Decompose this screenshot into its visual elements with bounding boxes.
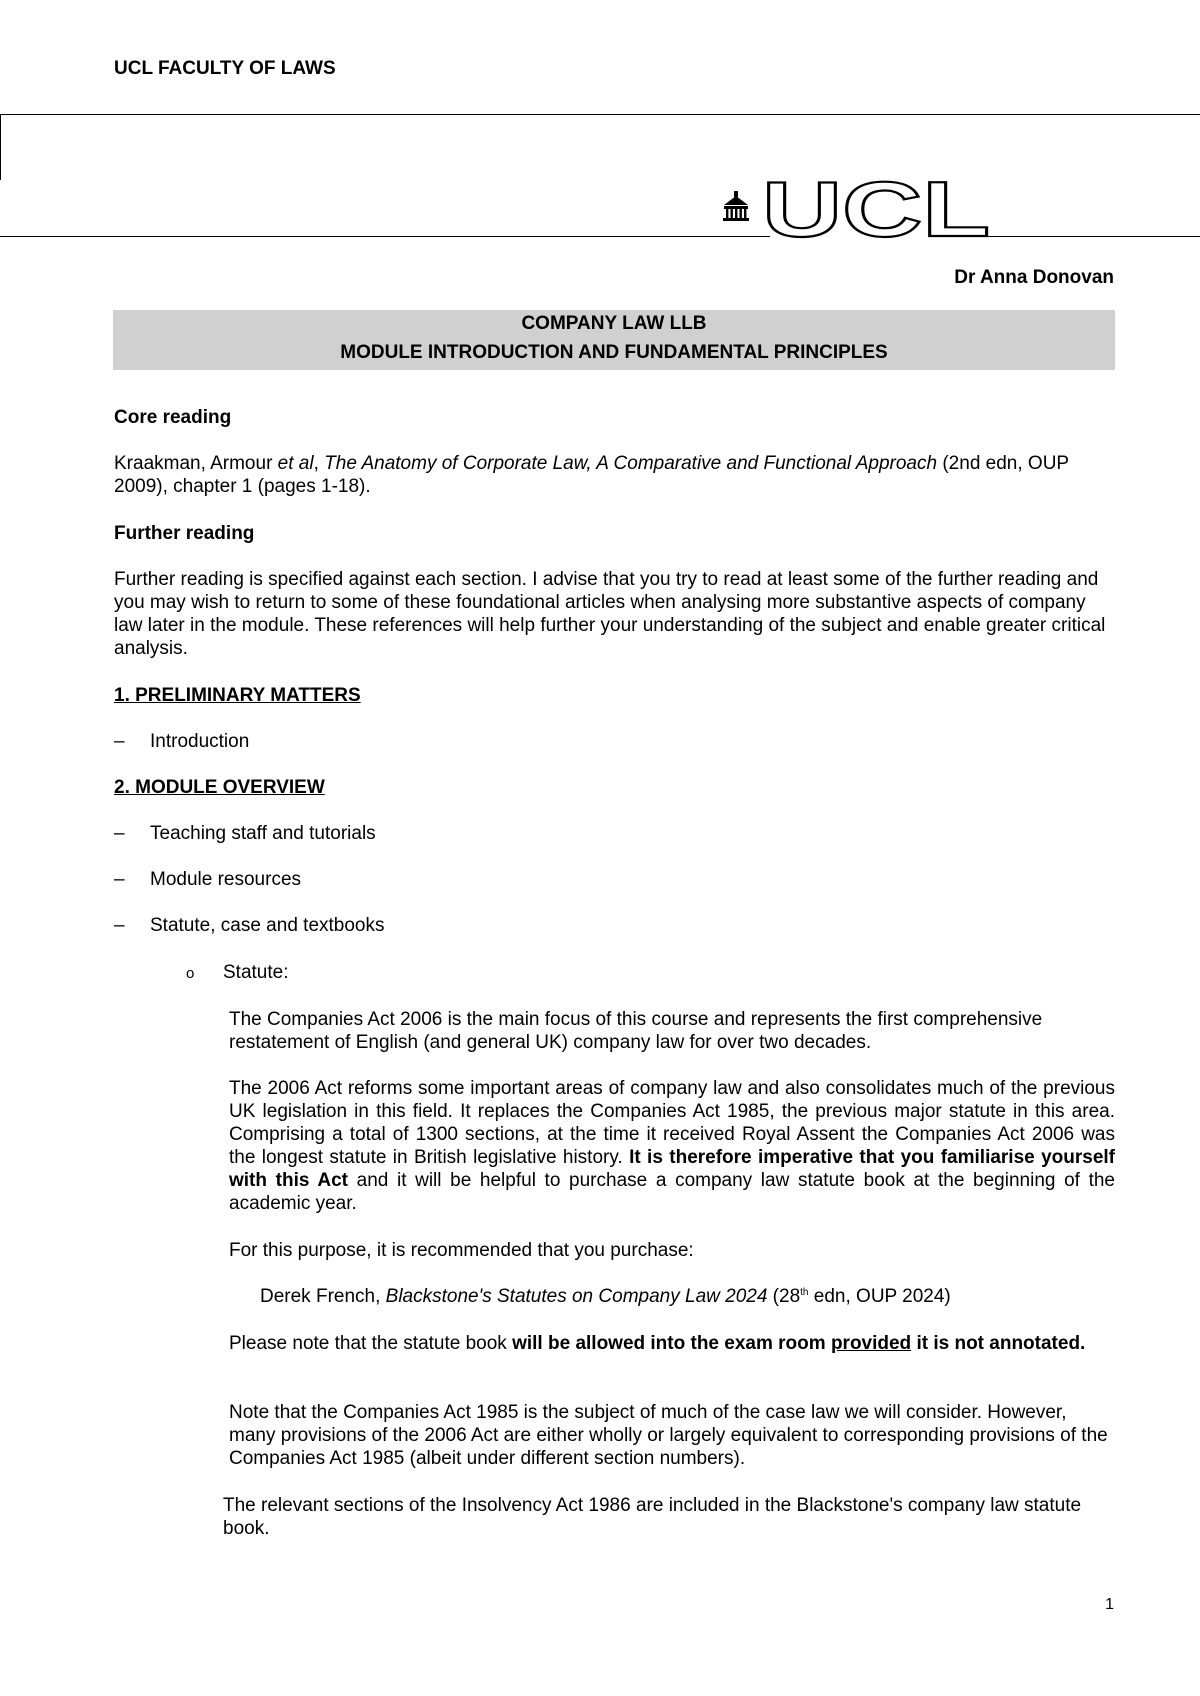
statute-paragraph-1: The Companies Act 2006 is the main focus of this course and represents the first comprehensive restatement of English (and general UK) company law for over two decades.: [229, 1009, 1043, 1053]
header-rule-bottom-left: [0, 236, 770, 237]
exam-note: Please note that the statute book will be allowed into the exam room provided it is not annotated.: [229, 1333, 1086, 1354]
section-1-heading: 1. PRELIMINARY MATTERS: [114, 685, 361, 706]
course-title: COMPANY LAW LLB: [521, 313, 707, 334]
title-box: [113, 310, 1115, 370]
header-rule-bottom-right: [988, 236, 1200, 237]
header-rule-top: [0, 114, 1200, 115]
list-item: – Module resources: [114, 869, 302, 890]
module-title: MODULE INTRODUCTION AND FUNDAMENTAL PRINCIPLES: [340, 342, 888, 363]
section-2-heading: 2. MODULE OVERVIEW: [114, 777, 325, 798]
list-item: – Statute, case and textbooks: [114, 915, 385, 936]
list-item: – Introduction: [114, 731, 250, 752]
companies-act-1985-note: Note that the Companies Act 1985 is the subject of much of the case law we will consider. However, many provisions of the 2006 Act are either wholly or largely equivalent to corresponding provisions of the Companies Act 1985 (albeit under different section numbers).: [229, 1402, 1108, 1469]
ucl-logo: [720, 178, 1000, 240]
bullet-marker: o: [186, 965, 195, 982]
statute-label: Statute:: [223, 962, 289, 983]
faculty-name: UCL FACULTY OF LAWS: [114, 58, 336, 79]
portico-icon: [723, 191, 749, 221]
core-reading-text: Kraakman, Armour et al, The Anatomy of Corporate Law, A Comparative and Functional Approach (2nd edn, OUP 2009), chapter 1 (pages 1-18).: [114, 453, 1069, 497]
statute-paragraph-2: The 2006 Act reforms some important areas of company law and also consolidates much of the previous UK legislation in this field. It replaces the Companies Act 1985, the previous major statute in this area. Comprising a total of 1300 sections, at the time it received Royal Assent the Companies Act 2006 was the longest statute in British legislative history. It is therefore imperative that you familiarise yourself with this Act and it will be helpful to purchase a company law statute book at the beginning of the academic year.: [229, 1078, 1115, 1214]
insolvency-act-note: The relevant sections of the Insolvency Act 1986 are included in the Blackstone's company law statute book.: [223, 1495, 1082, 1539]
svg-text:UCL: UCL: [762, 178, 990, 240]
list-item: – Teaching staff and tutorials: [114, 823, 376, 844]
header-rule-left: [0, 114, 1, 180]
page-number: 1: [1105, 1596, 1114, 1613]
statute-paragraph-3: For this purpose, it is recommended that you purchase:: [229, 1240, 694, 1261]
further-reading-heading: Further reading: [114, 523, 255, 544]
statute-book-reference: Derek French, Blackstone's Statutes on Company Law 2024 (28th edn, OUP 2024): [260, 1286, 951, 1307]
author-name: Dr Anna Donovan: [954, 267, 1114, 288]
core-reading-heading: Core reading: [114, 407, 232, 428]
further-reading-text: Further reading is specified against each section. I advise that you try to read at least some of the further reading and you may wish to return to some of these foundational articles when analysing more substantive aspects of company law later in the module. These references will help further your understanding of the subject and enable greater critical analysis.: [114, 569, 1106, 659]
